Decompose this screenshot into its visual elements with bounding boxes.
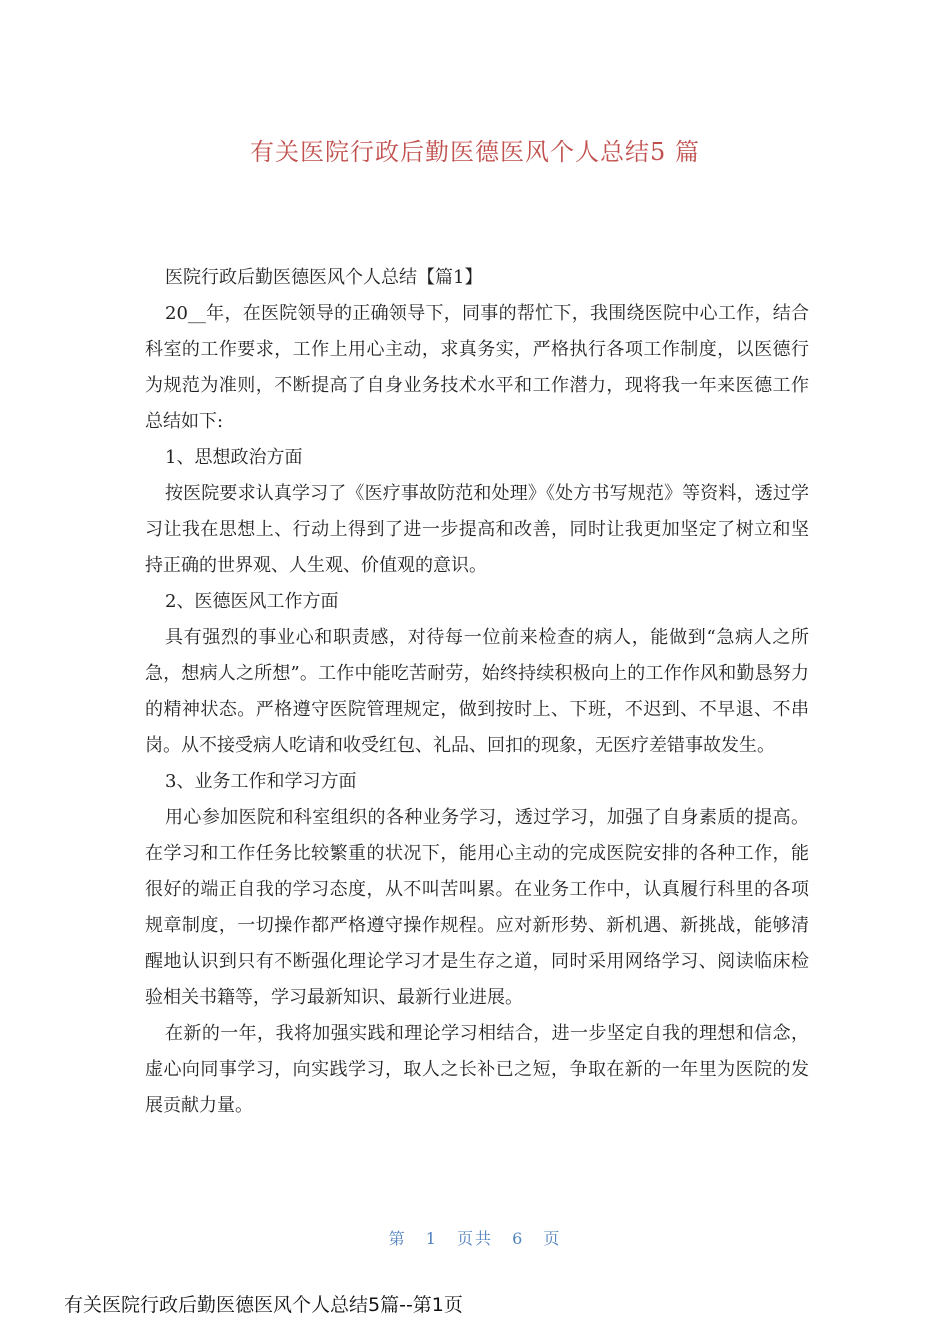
footer-suffix: 页	[543, 1229, 562, 1248]
section-heading: 3、业务工作和学习方面	[165, 771, 357, 792]
section-heading: 医院行政后勤医德医风个人总结【篇1】	[165, 267, 483, 288]
footer-total-pages: 6	[512, 1229, 525, 1248]
paragraph: 具有强烈的事业心和职责感，对待每一位前来检查的病人，能做到“急病人之所急，想病人之所想”。工作中能吃苦耐劳，始终持续积极向上的工作作风和勤恳努力的精神状态。严格遵守医院管理规定，做到按时上、下班，不迟到、不早退、不串岗。从不接受病人吃请和收受红包、礼品、回扣的现象，无医疗差错事故发生。	[145, 627, 809, 756]
paragraph: 在新的一年，我将加强实践和理论学习相结合，进一步坚定自我的理想和信念，虚心向同事学习，向实践学习，取人之长补已之短，争取在新的一年里为医院的发展贡献力量。	[145, 1023, 809, 1116]
section-heading: 2、医德医风工作方面	[165, 591, 339, 612]
paragraph: 用心参加医院和科室组织的各种业务学习，透过学习，加强了自身素质的提高。在学习和工作任务比较繁重的状况下，能用心主动的完成医院安排的各种工作，能很好的端正自我的学习态度，从不叫苦叫累。在业务工作中，认真履行科里的各项规章制度，一切操作都严格遵守操作规程。应对新形势、新机遇、新挑战，能够清醒地认识到只有不断强化理论学习才是生存之道，同时采用网络学习、阅读临床检验相关书籍等，学习最新知识、最新行业进展。	[145, 807, 809, 1008]
footer-middle: 页共	[456, 1229, 493, 1248]
section-heading: 1、思想政治方面	[165, 447, 303, 468]
footer-prefix: 第	[388, 1229, 407, 1248]
footer-current-page: 1	[425, 1229, 438, 1248]
paragraph: 20__年，在医院领导的正确领导下，同事的帮忙下，我围绕医院中心工作，结合科室的工作要求，工作上用心主动，求真务实，严格执行各项工作制度，以医德行为规范为准则，不断提高了自身业务技术水平和工作潜力，现将我一年来医德工作总结如下:	[145, 303, 809, 432]
document-body	[145, 260, 809, 1124]
paragraph: 按医院要求认真学习了《医疗事故防范和处理》《处方书写规范》等资料，透过学习让我在思想上、行动上得到了进一步提高和改善，同时让我更加坚定了树立和坚持正确的世界观、人生观、价值观的意识。	[145, 483, 809, 576]
page-title: 有关医院行政后勤医德医风个人总结5 篇	[250, 138, 700, 166]
page-number-footer	[0, 1226, 950, 1249]
document-caption: 有关医院行政后勤医德医风个人总结5篇--第1页	[64, 1294, 463, 1316]
